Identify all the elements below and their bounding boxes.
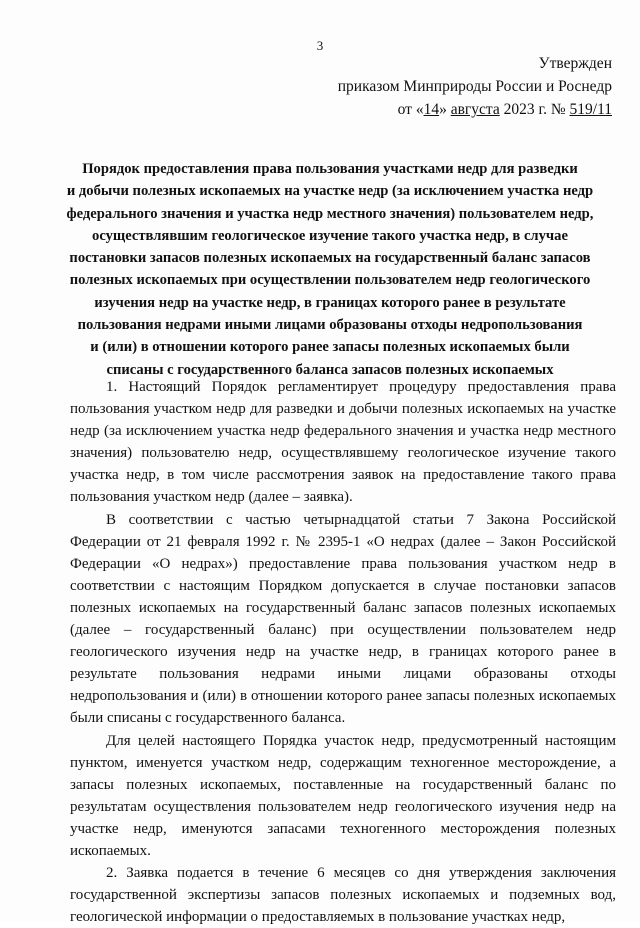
title-line: и добычи полезных ископаемых на участке недр (за исключением участка недр (66, 183, 594, 200)
approval-line-1: Утвержден (538, 55, 612, 72)
paragraph-3: Для целей настоящего Порядка участок недр, предусмотренный настоящим пунктом, именуется участком недр, содержащим техногенное месторождение, а запасы полезных ископаемых, поставленные на государственный баланс по результатам осуществления пользователем недр геологического изучения недр на участке недр, именуются запасами техногенного месторождения полезных ископаемых. (70, 732, 616, 859)
title-line: Порядок предоставления права пользования участками недр для разведки (82, 161, 578, 177)
approval-year: 2023 г. № (499, 101, 570, 118)
title-line: пользования недрами иными лицами образованы отходы недропользования (77, 317, 583, 334)
approval-date-line (338, 98, 612, 121)
title-line: полезных ископаемых при осуществлении пользователем недр геологического (69, 272, 591, 289)
approval-block (338, 52, 612, 121)
paragraph-4: 2. Заявка подается в течение 6 месяцев со дня утверждения заключения государственной экспертизы запасов полезных ископаемых и подземных вод, геологической информации о предоставляемых в пользование участках недр, (70, 865, 616, 926)
title-line: осуществлявшим геологическое изучение такого участка недр, в случае (92, 227, 568, 244)
approval-date-mid: » (439, 101, 451, 118)
title-line: изучения недр на участке недр, в границах которого ранее в результате (94, 294, 566, 311)
title-line: и (или) в отношении которого ранее запасы полезных ископаемых были (90, 339, 570, 356)
title-line: постановки запасов полезных ископаемых на государственный баланс запасов (69, 250, 591, 267)
paragraph-1: 1. Настоящий Порядок регламентирует процедуру предоставления права пользования участком недр для разведки и добычи полезных ископаемых на участке недр (за исключением участка недр федерального значения и участка недр местного значения) пользователю недр, осуществлявшему геологическое изучение такого участка недр, в том числе рассмотрения заявок на предоставление такого права пользования участком недр (далее – заявка). (70, 379, 616, 506)
page-number: 3 (316, 38, 324, 53)
title-line: списаны с государственного баланса запасов полезных ископаемых (106, 361, 554, 378)
document-title (40, 158, 620, 381)
title-line: федерального значения и участка недр местного значения) пользователем недр, (66, 205, 594, 222)
approval-number: 519/11 (569, 101, 612, 118)
approval-line-2: приказом Минприроды России и Роснедр (337, 78, 612, 95)
document-body (70, 376, 616, 928)
approval-day: 14 (423, 101, 440, 118)
approval-month: августа (450, 101, 500, 118)
approval-date-prefix: от « (397, 101, 424, 118)
paragraph-2: В соответствии с частью четырнадцатой статьи 7 Закона Российской Федерации от 21 февраля 1992 г. № 2395-1 «О недрах (далее – Закон Российской Федерации «О недрах») предоставление права пользования участком недр в соответствии с настоящим Порядком допускается в случае постановки запасов полезных ископаемых на государственный баланс запасов полезных ископаемых (далее – государственный баланс) при осуществлении пользователем недр геологического изучения недр на участке недр, в границах которого ранее в результате пользования недрами иными лицами образованы отходы недропользования и (или) в отношении которого ранее запасы полезных ископаемых были списаны с государственного баланса. (70, 511, 616, 727)
